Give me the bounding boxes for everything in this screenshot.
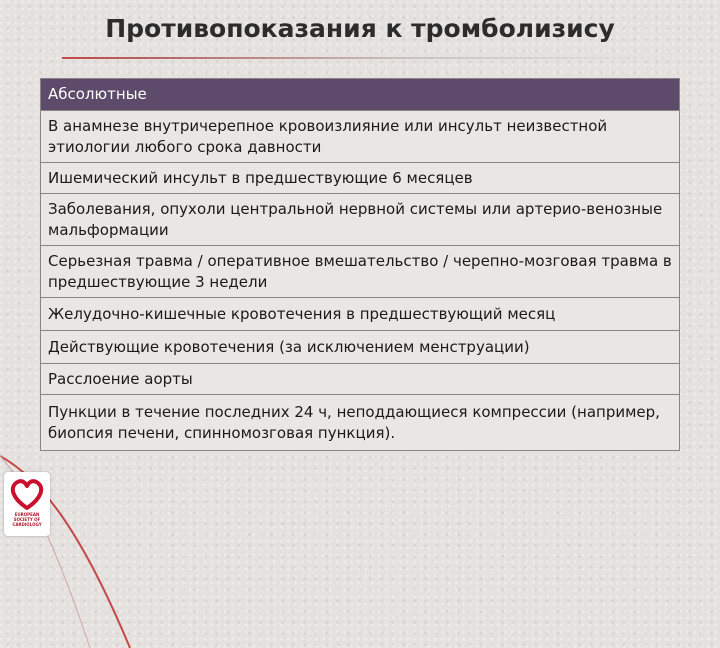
title-underline [62, 57, 692, 59]
contraindications-table [40, 78, 680, 451]
table-row: Ишемический инсульт в предшествующие 6 месяцев [41, 162, 679, 193]
table-row: Действующие кровотечения (за исключением менструации) [41, 330, 679, 363]
table-row: Пункции в течение последних 24 ч, неподдающиеся компрессии (например, биопсия печени, спинномозговая пункция). [41, 394, 679, 450]
esc-logo [4, 472, 50, 536]
table-row: В анамнезе внутричерепное кровоизлияние или инсульт неизвестной этиологии любого срока давности [41, 110, 679, 162]
heart-logo-icon [4, 474, 50, 514]
table-row: Серьезная травма / оперативное вмешательство / черепно-мозговая травма в предшествующие 3 недели [41, 245, 679, 297]
page-title: Противопоказания к тромболизису [105, 14, 615, 43]
table-header-absolute: Абсолютные [41, 79, 679, 110]
table-row: Желудочно-кишечные кровотечения в предшествующий месяц [41, 297, 679, 330]
table-row: Расслоение аорты [41, 363, 679, 394]
logo-caption: EUROPEAN SOCIETY OF CARDIOLOGY [12, 512, 42, 527]
table-row: Заболевания, опухоли центральной нервной системы или артерио-венозные мальформации [41, 193, 679, 245]
